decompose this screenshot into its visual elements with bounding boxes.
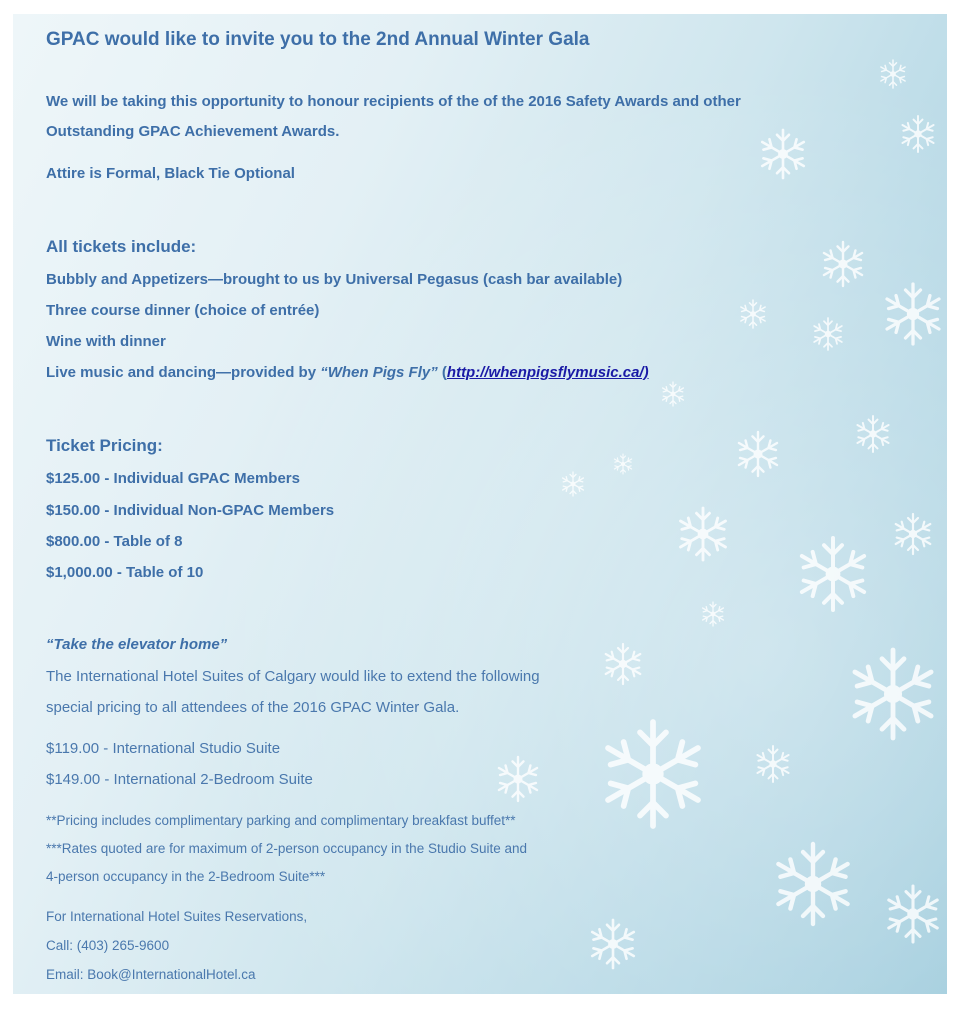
reservations-label: For International Hotel Suites Reservations, xyxy=(46,909,308,924)
attire-note: Attire is Formal, Black Tie Optional xyxy=(46,165,295,182)
reservations-email: Email: Book@InternationalHotel.ca xyxy=(46,967,256,982)
hotel-line-2: special pricing to all attendees of the 2016 GPAC Winter Gala. xyxy=(46,699,460,716)
intro-line-1: We will be taking this opportunity to honour recipients of the of the 2016 Safety Awards and other xyxy=(46,93,741,110)
tickets-include-item: Bubbly and Appetizers—brought to us by Universal Pegasus (cash bar available) xyxy=(46,271,623,288)
tickets-include-item: Three course dinner (choice of entrée) xyxy=(46,302,320,319)
price-item: $125.00 - Individual GPAC Members xyxy=(46,470,300,487)
tickets-include-heading: All tickets include: xyxy=(46,237,197,256)
hotel-line-1: The International Hotel Suites of Calgary would like to extend the following xyxy=(46,668,540,685)
hotel-rate: $119.00 - International Studio Suite xyxy=(46,740,281,757)
tickets-include-item xyxy=(46,363,649,383)
hotel-rate: $149.00 - International 2-Bedroom Suite xyxy=(46,771,313,788)
price-item: $800.00 - Table of 8 xyxy=(46,533,183,550)
reservations-phone: Call: (403) 265-9600 xyxy=(46,938,170,953)
band-website-link[interactable]: http://whenpigsflymusic.ca/) xyxy=(446,364,649,381)
hotel-heading: “Take the elevator home” xyxy=(46,636,228,653)
music-prefix: Live music and dancing—provided by xyxy=(46,364,321,381)
ticket-pricing-heading: Ticket Pricing: xyxy=(46,436,163,455)
intro-line-2: Outstanding GPAC Achievement Awards. xyxy=(46,123,340,140)
link-open-paren: ( xyxy=(437,364,447,381)
tickets-include-item: Wine with dinner xyxy=(46,333,166,350)
price-item: $1,000.00 - Table of 10 xyxy=(46,564,204,581)
hotel-note: 4-person occupancy in the 2-Bedroom Suite*** xyxy=(46,869,326,884)
price-item: $150.00 - Individual Non-GPAC Members xyxy=(46,502,335,519)
hotel-note: **Pricing includes complimentary parking and complimentary breakfast buffet** xyxy=(46,813,516,828)
invitation-card xyxy=(13,14,947,994)
band-name: “When Pigs Fly” xyxy=(320,364,438,381)
invitation-title: GPAC would like to invite you to the 2nd Annual Winter Gala xyxy=(46,29,590,50)
hotel-note: ***Rates quoted are for maximum of 2-person occupancy in the Studio Suite and xyxy=(46,841,528,856)
